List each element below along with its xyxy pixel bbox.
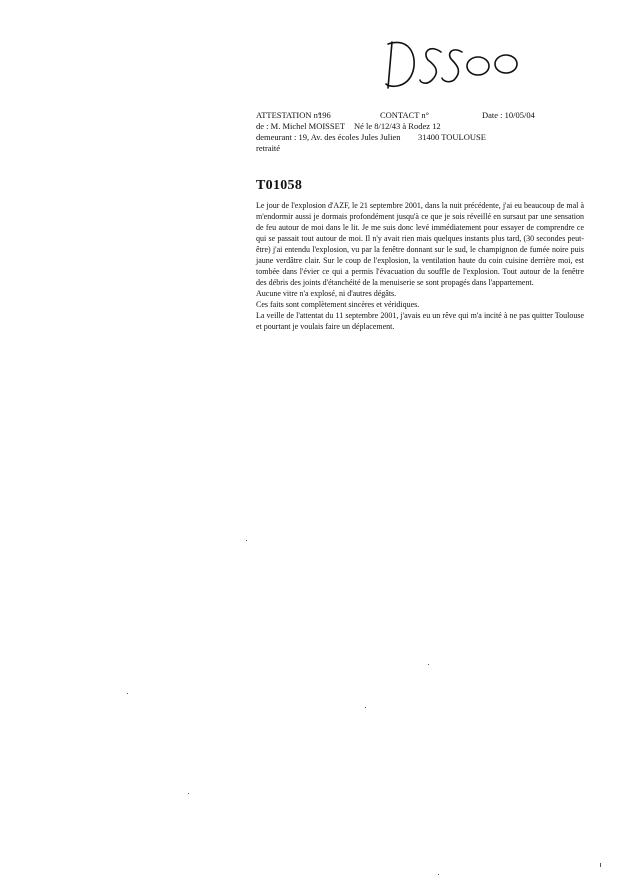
- scan-speck: [600, 863, 601, 867]
- witness-city: 31400 TOULOUSE: [418, 132, 486, 142]
- paragraph: Le jour de l'explosion d'AZF, le 21 septembre 2001, dans la nuit précédente, j'ai eu beaucoup de mal à m'endormir aussi je dormais profondément jusqu'à ce que je sois réveillé en sursaut par une sensation de feu autour de moi dans le lit. Je me suis donc levé immédiatement pour essayer de comprendre ce qui se passait tout autour de moi. Il n'y avait rien mais quelques instants plus tard, (30 secondes peut-être) j'ai entendu l'explosion, vu par la fenêtre donnant sur le sud, le champignon de fumée noire puis jaune verdâtre clair. Sur le coup de l'explosion, la ventilation haute du coin cuisine derrière moi, est tombée dans l'évier ce qui a permis l'évacuation du souffle de l'explosion. Tout autour de la fenêtre des débris des joints d'étanchéité de la menuiserie se sont propagés dans l'appartement.: [256, 201, 584, 287]
- witness-birth: Né le 8/12/43 à Rodez 12: [354, 121, 441, 131]
- scan-speck: [428, 664, 429, 665]
- attestation-label: ATTESTATION n°: [256, 110, 322, 120]
- paragraph: La veille de l'attentat du 11 septembre 2001, j'avais eu un rêve qui m'a incité à ne pas quitter Toulouse et pourtant je voulais faire un déplacement.: [256, 311, 584, 331]
- contact-label: CONTACT n°: [380, 110, 430, 120]
- scan-speck: [127, 693, 128, 694]
- testimony-text: [256, 200, 584, 332]
- scan-speck: [246, 540, 247, 541]
- attestation-number: 196: [318, 110, 331, 120]
- header-block: [256, 110, 556, 154]
- witness-occupation: retraité: [256, 143, 281, 153]
- document-date: Date : 10/05/04: [482, 110, 535, 120]
- scan-speck: [365, 707, 366, 708]
- paragraph: Aucune vitre n'a explosé, ni d'autres dégâts.: [256, 289, 397, 298]
- witness-name: de : M. Michel MOISSET: [256, 121, 346, 131]
- handwritten-code: [378, 30, 528, 92]
- reference-number: T01058: [256, 178, 303, 193]
- scan-speck: [188, 793, 189, 794]
- scan-speck: [438, 874, 439, 875]
- paragraph: Ces faits sont complètement sincères et véridiques.: [256, 300, 420, 309]
- witness-address: demeurant : 19, Av. des écoles Jules Julien: [256, 132, 401, 142]
